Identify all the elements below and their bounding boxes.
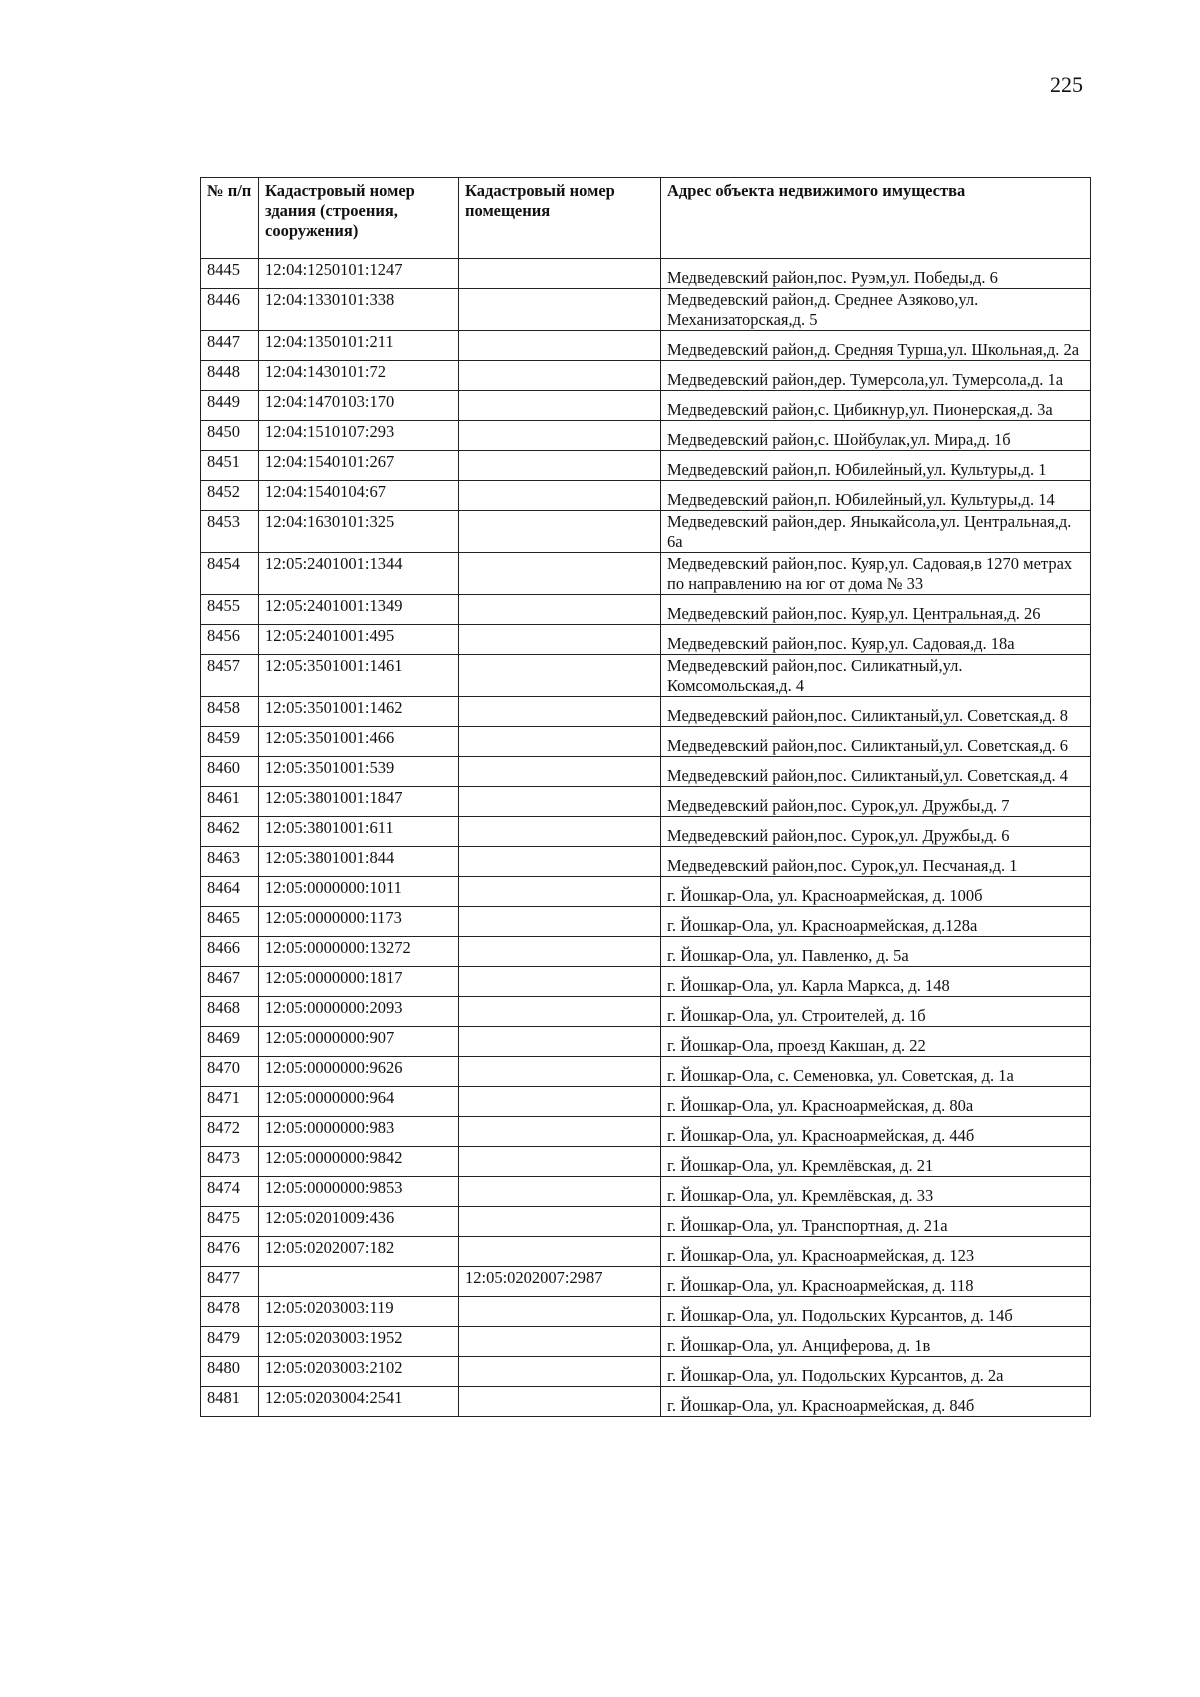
cell-address: г. Йошкар-Ола, ул. Красноармейская, д. 44б: [661, 1117, 1091, 1147]
cell-room-cadastral: [459, 481, 661, 511]
cell-address: Медведевский район,с. Цибикнур,ул. Пионерская,д. 3а: [661, 391, 1091, 421]
cell-index: 8462: [201, 817, 259, 847]
cell-room-cadastral: [459, 421, 661, 451]
cell-room-cadastral: [459, 1387, 661, 1417]
cell-index: 8450: [201, 421, 259, 451]
cell-index: 8457: [201, 655, 259, 697]
cell-index: 8465: [201, 907, 259, 937]
cell-building-cadastral: 12:04:1330101:338: [259, 289, 459, 331]
cell-room-cadastral: [459, 331, 661, 361]
cell-building-cadastral: 12:05:3501001:539: [259, 757, 459, 787]
table-row: [201, 1207, 1091, 1237]
cell-address: Медведевский район,пос. Куяр,ул. Садовая,д. 18а: [661, 625, 1091, 655]
cell-building-cadastral: 12:04:1540104:67: [259, 481, 459, 511]
cell-room-cadastral: [459, 625, 661, 655]
cell-room-cadastral: [459, 595, 661, 625]
header-index: № п/п: [201, 178, 259, 259]
cell-building-cadastral: 12:04:1250101:1247: [259, 259, 459, 289]
table-row: [201, 1117, 1091, 1147]
table-row: [201, 1237, 1091, 1267]
cell-index: 8479: [201, 1327, 259, 1357]
cell-building-cadastral: 12:05:3501001:1461: [259, 655, 459, 697]
cell-room-cadastral: [459, 1237, 661, 1267]
table-row: [201, 847, 1091, 877]
table-row: [201, 967, 1091, 997]
table-row: [201, 817, 1091, 847]
cell-room-cadastral: [459, 817, 661, 847]
cell-room-cadastral: [459, 1027, 661, 1057]
table-row: [201, 553, 1091, 595]
table-row: [201, 907, 1091, 937]
cell-building-cadastral: 12:05:0000000:907: [259, 1027, 459, 1057]
cell-address: г. Йошкар-Ола, ул. Красноармейская, д. 80а: [661, 1087, 1091, 1117]
header-room-cadastral: Кадастровый номер помещения: [459, 178, 661, 259]
table-row: [201, 697, 1091, 727]
table-row: [201, 787, 1091, 817]
cell-building-cadastral: 12:05:2401001:1344: [259, 553, 459, 595]
property-registry-table: [200, 177, 1091, 1417]
table-row: [201, 727, 1091, 757]
cell-building-cadastral: 12:05:3501001:466: [259, 727, 459, 757]
table-row: [201, 259, 1091, 289]
page-number: 225: [1050, 72, 1083, 97]
cell-index: 8475: [201, 1207, 259, 1237]
cell-building-cadastral: [259, 1267, 459, 1297]
cell-index: 8449: [201, 391, 259, 421]
table-row: [201, 1027, 1091, 1057]
cell-room-cadastral: [459, 1297, 661, 1327]
cell-room-cadastral: [459, 757, 661, 787]
cell-room-cadastral: [459, 391, 661, 421]
table-header: [201, 178, 1091, 259]
cell-building-cadastral: 12:05:0000000:9626: [259, 1057, 459, 1087]
cell-index: 8464: [201, 877, 259, 907]
cell-address: г. Йошкар-Ола, ул. Подольских Курсантов, д. 14б: [661, 1297, 1091, 1327]
cell-address: Медведевский район,дер. Яныкайсола,ул. Центральная,д. 6а: [661, 511, 1091, 553]
cell-building-cadastral: 12:05:0203003:2102: [259, 1357, 459, 1387]
cell-room-cadastral: [459, 967, 661, 997]
cell-address: г. Йошкар-Ола, ул. Транспортная, д. 21а: [661, 1207, 1091, 1237]
cell-index: 8472: [201, 1117, 259, 1147]
cell-index: 8476: [201, 1237, 259, 1267]
cell-building-cadastral: 12:05:0000000:13272: [259, 937, 459, 967]
cell-room-cadastral: [459, 511, 661, 553]
cell-building-cadastral: 12:05:3801001:844: [259, 847, 459, 877]
cell-building-cadastral: 12:05:0000000:1817: [259, 967, 459, 997]
cell-building-cadastral: 12:05:0000000:9842: [259, 1147, 459, 1177]
cell-building-cadastral: 12:05:0000000:9853: [259, 1177, 459, 1207]
cell-building-cadastral: 12:05:3501001:1462: [259, 697, 459, 727]
cell-room-cadastral: [459, 451, 661, 481]
cell-room-cadastral: [459, 847, 661, 877]
cell-room-cadastral: [459, 997, 661, 1027]
cell-address: г. Йошкар-Ола, ул. Красноармейская, д.128а: [661, 907, 1091, 937]
cell-building-cadastral: 12:05:0000000:2093: [259, 997, 459, 1027]
table-row: [201, 1387, 1091, 1417]
cell-address: г. Йошкар-Ола, ул. Кремлёвская, д. 33: [661, 1177, 1091, 1207]
cell-address: Медведевский район,п. Юбилейный,ул. Культуры,д. 14: [661, 481, 1091, 511]
cell-index: 8460: [201, 757, 259, 787]
cell-room-cadastral: [459, 727, 661, 757]
cell-room-cadastral: [459, 907, 661, 937]
cell-address: Медведевский район,пос. Силикатный,ул. Комсомольская,д. 4: [661, 655, 1091, 697]
cell-address: г. Йошкар-Ола, ул. Подольских Курсантов, д. 2а: [661, 1357, 1091, 1387]
cell-index: 8471: [201, 1087, 259, 1117]
table-row: [201, 937, 1091, 967]
table-row: [201, 997, 1091, 1027]
cell-room-cadastral: 12:05:0202007:2987: [459, 1267, 661, 1297]
table-row: [201, 1327, 1091, 1357]
cell-building-cadastral: 12:04:1630101:325: [259, 511, 459, 553]
cell-address: г. Йошкар-Ола, ул. Красноармейская, д. 100б: [661, 877, 1091, 907]
cell-address: г. Йошкар-Ола, ул. Красноармейская, д. 123: [661, 1237, 1091, 1267]
cell-room-cadastral: [459, 553, 661, 595]
cell-room-cadastral: [459, 1117, 661, 1147]
cell-building-cadastral: 12:04:1470103:170: [259, 391, 459, 421]
cell-building-cadastral: 12:05:0000000:1011: [259, 877, 459, 907]
cell-index: 8466: [201, 937, 259, 967]
cell-index: 8455: [201, 595, 259, 625]
table-row: [201, 451, 1091, 481]
cell-address: Медведевский район,пос. Силиктаный,ул. Советская,д. 8: [661, 697, 1091, 727]
cell-index: 8458: [201, 697, 259, 727]
table-row: [201, 331, 1091, 361]
cell-room-cadastral: [459, 1057, 661, 1087]
cell-building-cadastral: 12:05:0000000:1173: [259, 907, 459, 937]
cell-building-cadastral: 12:05:0202007:182: [259, 1237, 459, 1267]
cell-index: 8468: [201, 997, 259, 1027]
cell-building-cadastral: 12:05:0203004:2541: [259, 1387, 459, 1417]
header-row: [201, 178, 1091, 259]
cell-index: 8447: [201, 331, 259, 361]
table-row: [201, 481, 1091, 511]
table-row: [201, 877, 1091, 907]
table-row: [201, 595, 1091, 625]
cell-building-cadastral: 12:04:1510107:293: [259, 421, 459, 451]
cell-building-cadastral: 12:05:2401001:495: [259, 625, 459, 655]
cell-room-cadastral: [459, 1087, 661, 1117]
table-row: [201, 421, 1091, 451]
cell-room-cadastral: [459, 1177, 661, 1207]
table-row: [201, 1267, 1091, 1297]
cell-building-cadastral: 12:05:3801001:1847: [259, 787, 459, 817]
cell-index: 8461: [201, 787, 259, 817]
cell-address: г. Йошкар-Ола, ул. Карла Маркса, д. 148: [661, 967, 1091, 997]
cell-address: г. Йошкар-Ола, ул. Красноармейская, д. 118: [661, 1267, 1091, 1297]
cell-building-cadastral: 12:04:1430101:72: [259, 361, 459, 391]
cell-building-cadastral: 12:05:0201009:436: [259, 1207, 459, 1237]
cell-building-cadastral: 12:05:2401001:1349: [259, 595, 459, 625]
cell-room-cadastral: [459, 697, 661, 727]
cell-index: 8452: [201, 481, 259, 511]
table-row: [201, 289, 1091, 331]
cell-index: 8481: [201, 1387, 259, 1417]
cell-room-cadastral: [459, 1147, 661, 1177]
cell-index: 8478: [201, 1297, 259, 1327]
cell-building-cadastral: 12:05:0000000:983: [259, 1117, 459, 1147]
cell-index: 8474: [201, 1177, 259, 1207]
table-row: [201, 511, 1091, 553]
cell-address: Медведевский район,п. Юбилейный,ул. Культуры,д. 1: [661, 451, 1091, 481]
cell-address: г. Йошкар-Ола, ул. Строителей, д. 1б: [661, 997, 1091, 1027]
table-row: [201, 391, 1091, 421]
cell-index: 8453: [201, 511, 259, 553]
table-row: [201, 1147, 1091, 1177]
cell-room-cadastral: [459, 655, 661, 697]
cell-index: 8480: [201, 1357, 259, 1387]
cell-index: 8469: [201, 1027, 259, 1057]
cell-address: г. Йошкар-Ола, с. Семеновка, ул. Советская, д. 1а: [661, 1057, 1091, 1087]
cell-index: 8473: [201, 1147, 259, 1177]
cell-index: 8445: [201, 259, 259, 289]
cell-index: 8467: [201, 967, 259, 997]
cell-room-cadastral: [459, 1357, 661, 1387]
cell-building-cadastral: 12:05:3801001:611: [259, 817, 459, 847]
table-row: [201, 1087, 1091, 1117]
cell-room-cadastral: [459, 289, 661, 331]
cell-address: Медведевский район,пос. Силиктаный,ул. Советская,д. 6: [661, 727, 1091, 757]
cell-address: Медведевский район,дер. Тумерсола,ул. Тумерсола,д. 1а: [661, 361, 1091, 391]
cell-room-cadastral: [459, 1207, 661, 1237]
cell-address: Медведевский район,пос. Руэм,ул. Победы,д. 6: [661, 259, 1091, 289]
cell-index: 8463: [201, 847, 259, 877]
table-row: [201, 625, 1091, 655]
table-row: [201, 1357, 1091, 1387]
cell-index: 8451: [201, 451, 259, 481]
table-row: [201, 361, 1091, 391]
cell-room-cadastral: [459, 361, 661, 391]
cell-address: Медведевский район,пос. Куяр,ул. Центральная,д. 26: [661, 595, 1091, 625]
cell-room-cadastral: [459, 937, 661, 967]
cell-room-cadastral: [459, 1327, 661, 1357]
header-building-cadastral: Кадастровый номер здания (строения, сооружения): [259, 178, 459, 259]
cell-index: 8470: [201, 1057, 259, 1087]
cell-building-cadastral: 12:04:1540101:267: [259, 451, 459, 481]
cell-building-cadastral: 12:05:0000000:964: [259, 1087, 459, 1117]
cell-address: г. Йошкар-Ола, ул. Анциферова, д. 1в: [661, 1327, 1091, 1357]
cell-address: г. Йошкар-Ола, проезд Какшан, д. 22: [661, 1027, 1091, 1057]
cell-address: г. Йошкар-Ола, ул. Красноармейская, д. 84б: [661, 1387, 1091, 1417]
header-address: Адрес объекта недвижимого имущества: [661, 178, 1091, 259]
cell-index: 8454: [201, 553, 259, 595]
cell-address: Медведевский район,пос. Силиктаный,ул. Советская,д. 4: [661, 757, 1091, 787]
cell-address: Медведевский район,д. Средняя Турша,ул. Школьная,д. 2а: [661, 331, 1091, 361]
cell-index: 8446: [201, 289, 259, 331]
cell-building-cadastral: 12:05:0203003:119: [259, 1297, 459, 1327]
table-row: [201, 1297, 1091, 1327]
cell-room-cadastral: [459, 877, 661, 907]
table-row: [201, 655, 1091, 697]
cell-address: Медведевский район,пос. Сурок,ул. Дружбы,д. 7: [661, 787, 1091, 817]
cell-address: Медведевский район,с. Шойбулак,ул. Мира,д. 1б: [661, 421, 1091, 451]
cell-index: 8477: [201, 1267, 259, 1297]
cell-index: 8456: [201, 625, 259, 655]
cell-address: г. Йошкар-Ола, ул. Павленко, д. 5а: [661, 937, 1091, 967]
cell-index: 8459: [201, 727, 259, 757]
cell-address: Медведевский район,пос. Сурок,ул. Дружбы,д. 6: [661, 817, 1091, 847]
table-body: [201, 259, 1091, 1417]
table-row: [201, 757, 1091, 787]
cell-building-cadastral: 12:04:1350101:211: [259, 331, 459, 361]
table-row: [201, 1177, 1091, 1207]
cell-address: Медведевский район,пос. Куяр,ул. Садовая,в 1270 метрах по направлению на юг от дома № 33: [661, 553, 1091, 595]
cell-address: Медведевский район,д. Среднее Азяково,ул. Механизаторская,д. 5: [661, 289, 1091, 331]
cell-room-cadastral: [459, 259, 661, 289]
cell-room-cadastral: [459, 787, 661, 817]
cell-building-cadastral: 12:05:0203003:1952: [259, 1327, 459, 1357]
table-row: [201, 1057, 1091, 1087]
cell-address: г. Йошкар-Ола, ул. Кремлёвская, д. 21: [661, 1147, 1091, 1177]
cell-address: Медведевский район,пос. Сурок,ул. Песчаная,д. 1: [661, 847, 1091, 877]
cell-index: 8448: [201, 361, 259, 391]
